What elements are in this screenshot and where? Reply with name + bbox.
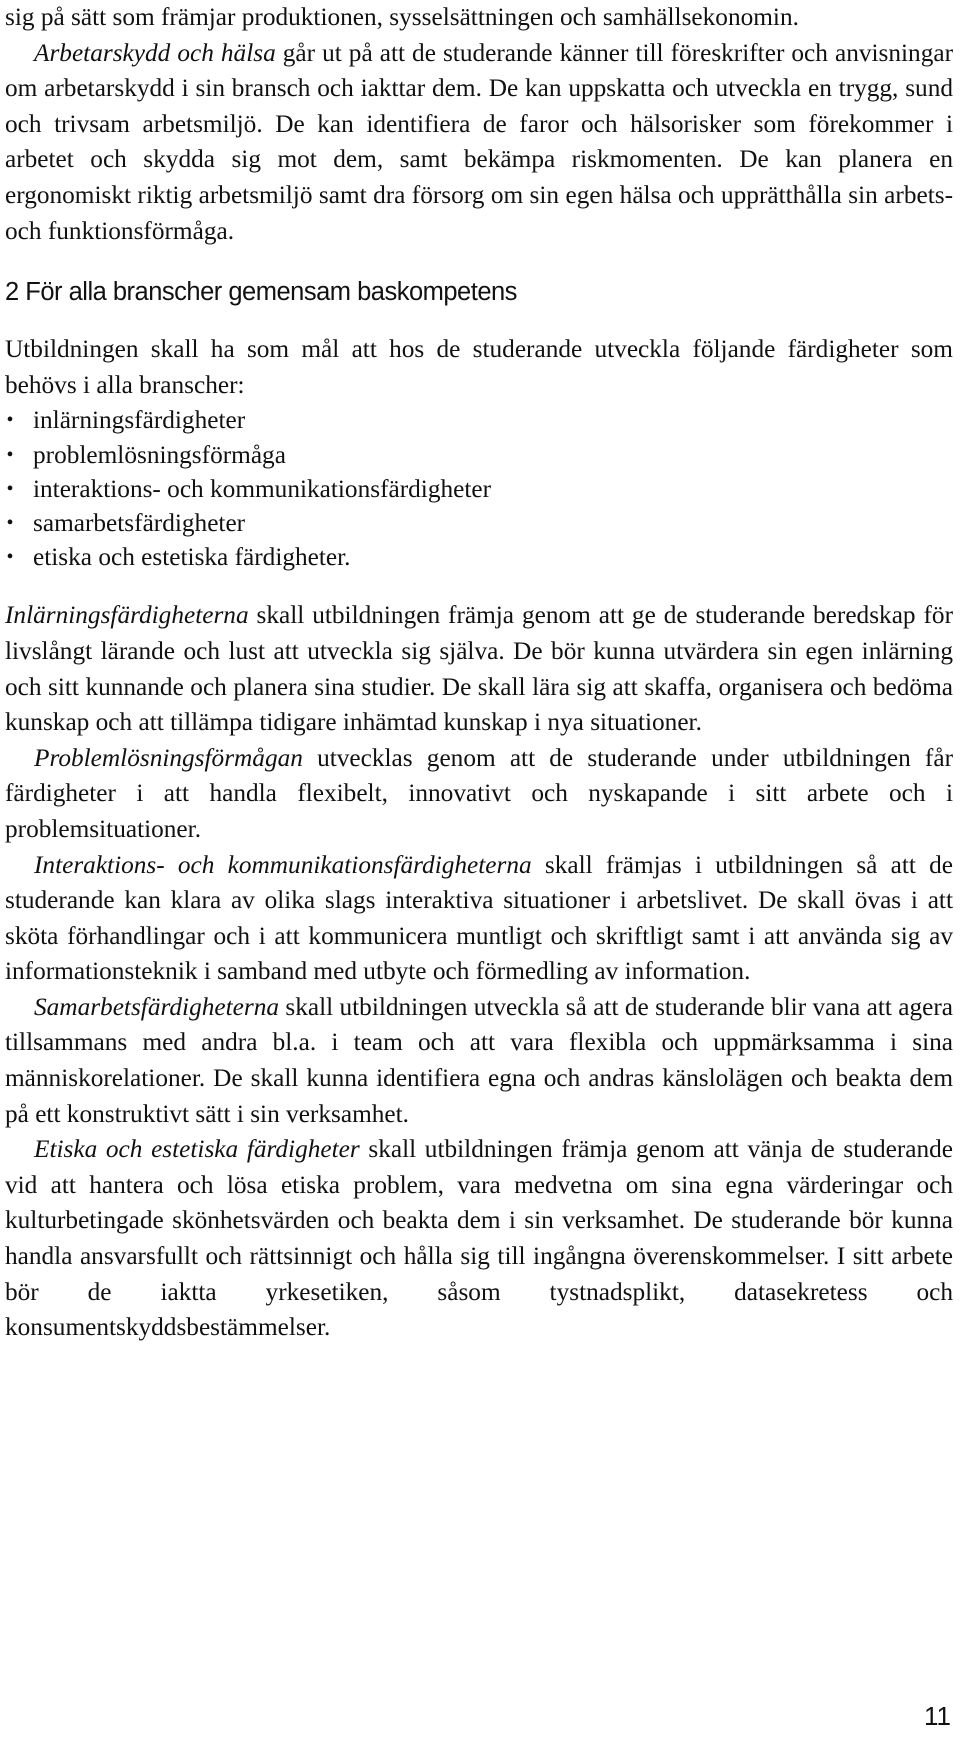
bullet-icon: • <box>6 477 14 500</box>
paragraph-interaktion <box>5 848 953 990</box>
list-item <box>5 506 953 540</box>
bullet-icon: • <box>6 511 14 534</box>
page-number: 11 <box>924 1701 951 1731</box>
list-item-text: inlärningsfärdigheter <box>33 406 246 435</box>
term-etik: Etiska och estetiska färdigheter <box>34 1135 360 1164</box>
bullet-icon: • <box>6 546 14 569</box>
list-item-text: etiska och estetiska färdigheter. <box>33 543 351 572</box>
bullet-icon: • <box>6 409 14 432</box>
paragraph-interaktion-text: skall främjas i utbildningen så att de studerande kan klara av olika slags interaktiva situationer i arbetslivet. De skall övas i att sköta förhandlingar och i att kommunicera muntligt och skriftligt samt i att använda sig av informationsteknik i samband med utbyte och förmedling av information. <box>5 850 954 986</box>
paragraph-etik <box>5 1132 953 1346</box>
term-samarbete: Samarbetsfärdigheterna <box>34 992 279 1021</box>
term-interaktion: Interaktions- och kommunikationsfärdigheterna <box>34 850 532 879</box>
list-item <box>5 403 953 437</box>
intro-paragraph: Utbildningen skall ha som mål att hos de studerande utveckla följande färdigheter som behövs i alla branscher: <box>5 335 953 399</box>
paragraph-etik-text: skall utbildningen främja genom att vänja de studerande vid att hantera och lösa etiska problem, vara medvetna om sina egna värderingar och kulturbetingade skönhetsvärden och beakta dem i sin verksamhet. De studerande bör kunna handla ansvarsfullt och rättsinnigt och hålla sig till ingångna överenskommelser. I sitt arbete bör de iaktta yrkesetiken, såsom tystnadsplikt, datasekretess och konsumentskyddsbestämmelser. <box>5 1135 953 1342</box>
list-item <box>5 472 953 506</box>
paragraph-arbetarskydd-text: går ut på att de studerande känner till föreskrifter och anvisningar om arbetarskydd i sin bransch och iakttar dem. De kan uppskatta och utveckla en trygg, sund och trivsam arbetsmiljö. De kan identifiera de faror och hälsorisker som förekommer i arbetet och skydda sig mot dem, samt bekämpa riskmomenten. De kan planera en ergonomiskt riktig arbetsmiljö samt dra försorg om sin egen hälsa och upprätthålla sin arbets- och funktionsförmåga. <box>5 38 953 245</box>
paragraph-samarbete <box>5 990 953 1132</box>
section-heading: 2 För alla branscher gemensam baskompetens <box>5 278 517 307</box>
competence-list <box>5 403 953 574</box>
term-inlarning: Inlärningsfärdigheterna <box>5 601 249 630</box>
list-item-text: problemlösningsförmåga <box>33 440 286 469</box>
paragraph-continuation: sig på sätt som främjar produktionen, sysselsättningen och samhällsekonomin. <box>5 3 799 31</box>
term-problemlosning: Problemlösningsförmågan <box>34 743 303 772</box>
list-item <box>5 438 953 472</box>
list-item-text: samarbetsfärdigheter <box>33 508 246 537</box>
list-item-text: interaktions- och kommunikationsfärdigheter <box>33 474 492 503</box>
list-item <box>5 540 953 574</box>
paragraph-arbetarskydd <box>5 36 953 250</box>
paragraph-inlarning <box>5 598 953 740</box>
bullet-icon: • <box>6 443 14 466</box>
term-arbetarskydd: Arbetarskydd och hälsa <box>34 38 276 67</box>
document-page <box>5 0 953 1346</box>
paragraph-inlarning-text: skall utbildningen främja genom att ge de studerande beredskap för livslångt lärande och lust att utveckla sig själva. De bör kunna utvärdera sin egen inlärning och sitt kunnande och planera sina studier. De skall lära sig att skaffa, organisera och bedöma kunskap och att tillämpa tidigare inhämtad kunskap i nya situationer. <box>5 601 953 737</box>
paragraph-problemlosning-text: utvecklas genom att de studerande under utbildningen får färdigheter i att handla flexibelt, innovativt och nyskapande i sitt arbete och i problemsituationer. <box>5 743 953 843</box>
paragraph-problemlosning <box>5 741 953 848</box>
paragraph-samarbete-text: skall utbildningen utveckla så att de studerande blir vana att agera tillsammans med andra bl.a. i team och att vara flexibla och uppmärksamma i sina människorelationer. De skall kunna identifiera egna och andras känslolägen och beakta dem på ett konstruktivt sätt i sin verksamhet. <box>5 992 953 1128</box>
